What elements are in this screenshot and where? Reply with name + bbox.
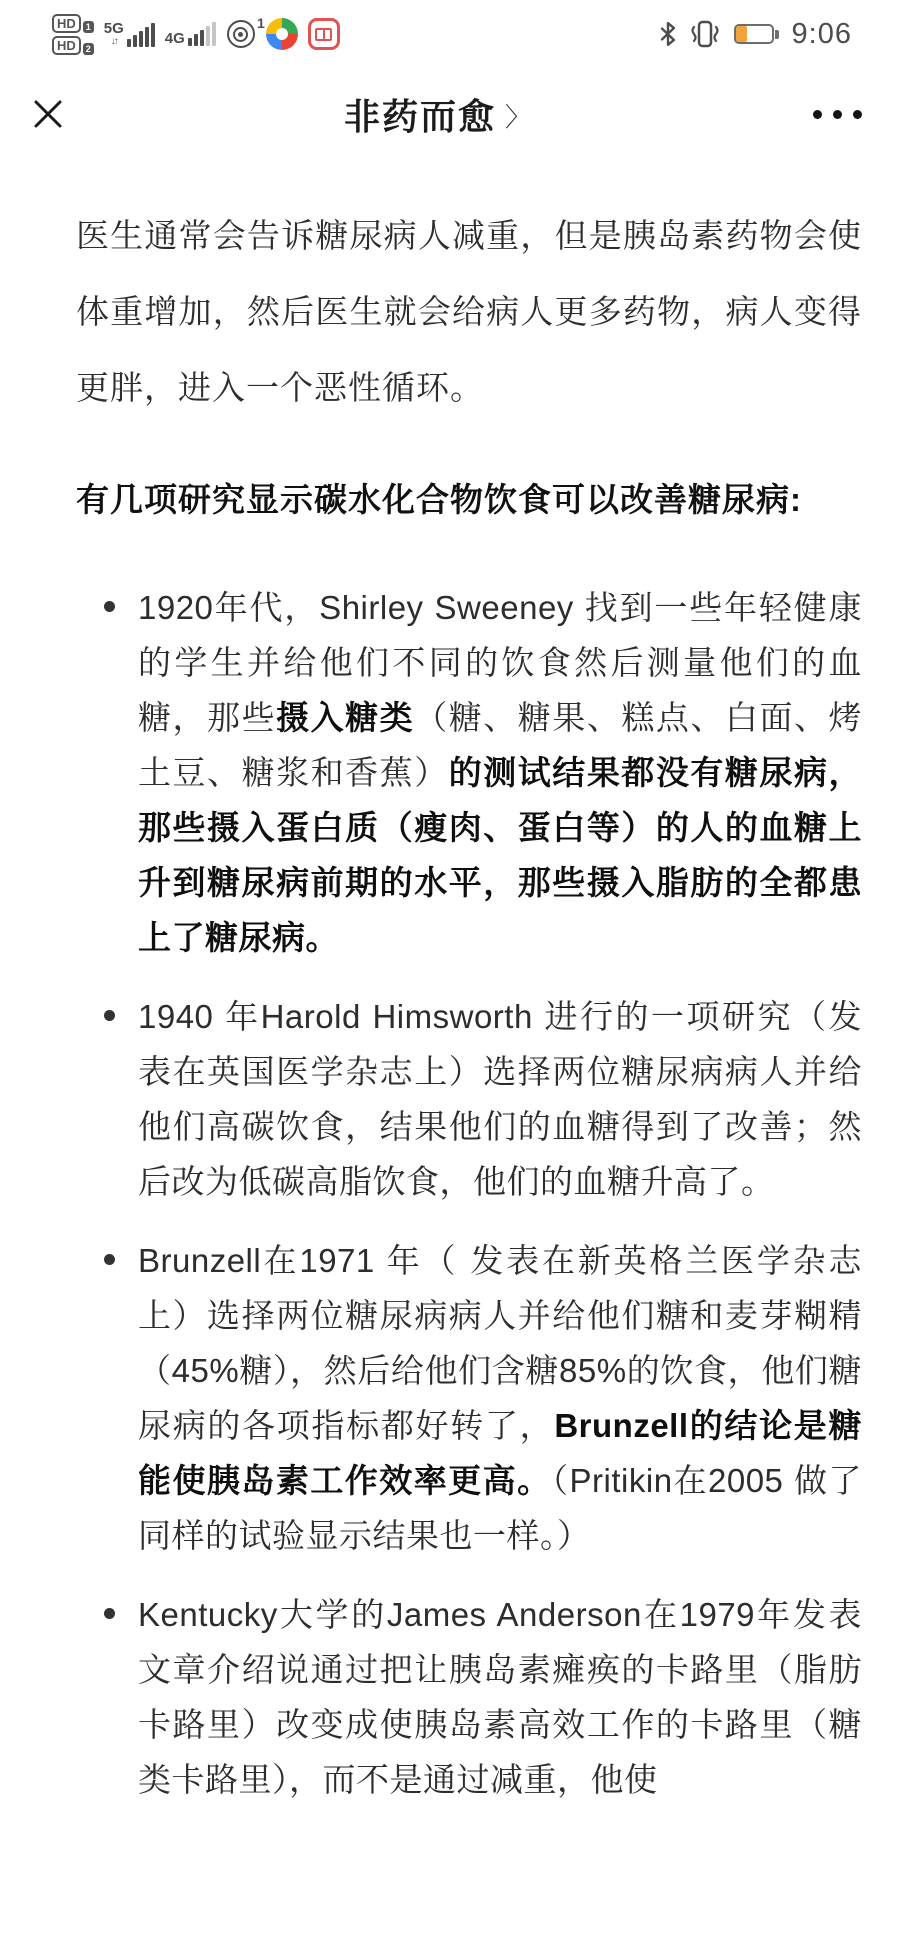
- data-arrows-icon: ↓↑: [110, 36, 117, 47]
- hd2-icon: [52, 36, 94, 55]
- status-bar-right: [660, 18, 852, 51]
- hd1-icon: [52, 14, 94, 33]
- list-item: [76, 1233, 862, 1563]
- hd-badge-label: HD: [52, 36, 81, 55]
- research-list: [76, 580, 862, 1807]
- hotspot-count-badge: 1: [257, 15, 265, 31]
- hd-badge-sub: 1: [83, 21, 94, 33]
- sim2-signal: [165, 22, 216, 46]
- open-book-glyph: [315, 28, 332, 41]
- more-dot: [813, 110, 822, 119]
- vibrate-icon: [688, 20, 722, 48]
- list-item-bold-text: 的测试结果都没有糖尿病，那些摄入蛋白质（瘦肉、蛋白等）的人的血糖上升到糖尿病前期的水平，那些摄入脂肪的全都患上了糖尿病。: [138, 754, 863, 956]
- sim1-network-label: 5G: [103, 20, 124, 37]
- list-item-text: Brunzell在1971 年（ 发表在新英格兰医学杂志上）选择两位糖尿病病人并给他们糖和麦芽糊精（45%糖），然后给他们含糖85%的饮食，他们糖尿病的各项指标都好转了，: [138, 1242, 862, 1444]
- pinwheel-app-icon: [266, 18, 298, 50]
- close-button[interactable]: [30, 96, 66, 132]
- more-dot: [853, 110, 862, 119]
- article-body: [76, 198, 862, 1807]
- list-item-text: （Pritikin在2005 做了同样的试验显示结果也一样。）: [138, 1462, 862, 1554]
- bluetooth-icon: [660, 21, 676, 47]
- list-item: [76, 1587, 862, 1807]
- chevron-right-icon: 〉: [505, 101, 532, 132]
- signal-bars-icon: [188, 22, 216, 46]
- section-heading: 有几项研究显示碳水化合物饮食可以改善糖尿病:: [76, 481, 802, 518]
- clock-time: 9:06: [791, 17, 852, 50]
- status-bar-left: [52, 14, 340, 55]
- battery-icon: [734, 23, 780, 45]
- list-item-bold-text: Brunzell的结论是糖能使胰岛素工作效率更高。: [138, 1407, 862, 1499]
- more-menu-button[interactable]: [809, 100, 866, 129]
- sim1-signal: [104, 21, 155, 47]
- list-item-text: 1920年代，Shirley Sweeney 找到一些年轻健康的学生并给他们不同的饮食然后测量他们的血糖，那些: [138, 589, 862, 736]
- signal-bars-icon: [127, 23, 155, 47]
- reader-app-icon: [308, 18, 340, 50]
- list-item: [76, 580, 862, 965]
- hotspot-icon: [226, 15, 265, 49]
- sim1-labels: [104, 21, 124, 47]
- list-item-text: （糖、糖果、糕点、白面、烤土豆、糖浆和香蕉）: [138, 699, 863, 791]
- account-title-link[interactable]: [344, 89, 531, 140]
- hd-badge-label: HD: [52, 14, 81, 33]
- list-item-bold-text: 摄入糖类: [276, 699, 415, 736]
- sim2-labels: [165, 31, 185, 46]
- page-title: 非药而愈: [343, 95, 496, 137]
- list-item-text: 1940 年Harold Himsworth 进行的一项研究（发表在英国医学杂志上）选择两位糖尿病病人并给他们高碳饮食，结果他们的血糖得到了改善；然后改为低碳高脂饮食，他们的血糖升高了。: [138, 998, 862, 1200]
- intro-paragraph: 医生通常会告诉糖尿病人减重，但是胰岛素药物会使体重增加，然后医生就会给病人更多药物，病人变得更胖，进入一个恶性循环。: [76, 217, 862, 406]
- status-bar: [0, 0, 900, 58]
- list-item: [76, 989, 862, 1209]
- hd-badge-sub: 2: [83, 43, 94, 55]
- article-header: [0, 58, 900, 164]
- list-item-text: Kentucky大学的James Anderson在1979年发表文章介绍说通过把让胰岛素瘫痪的卡路里（脂肪卡路里）改变成使胰岛素高效工作的卡路里（糖类卡路里），而不是通过减重，他使: [138, 1596, 862, 1798]
- close-icon: [32, 98, 64, 130]
- sim2-network-label: 4G: [164, 30, 185, 47]
- more-dot: [833, 110, 842, 119]
- battery-level: [736, 26, 748, 42]
- volte-hd-badges: [52, 14, 94, 55]
